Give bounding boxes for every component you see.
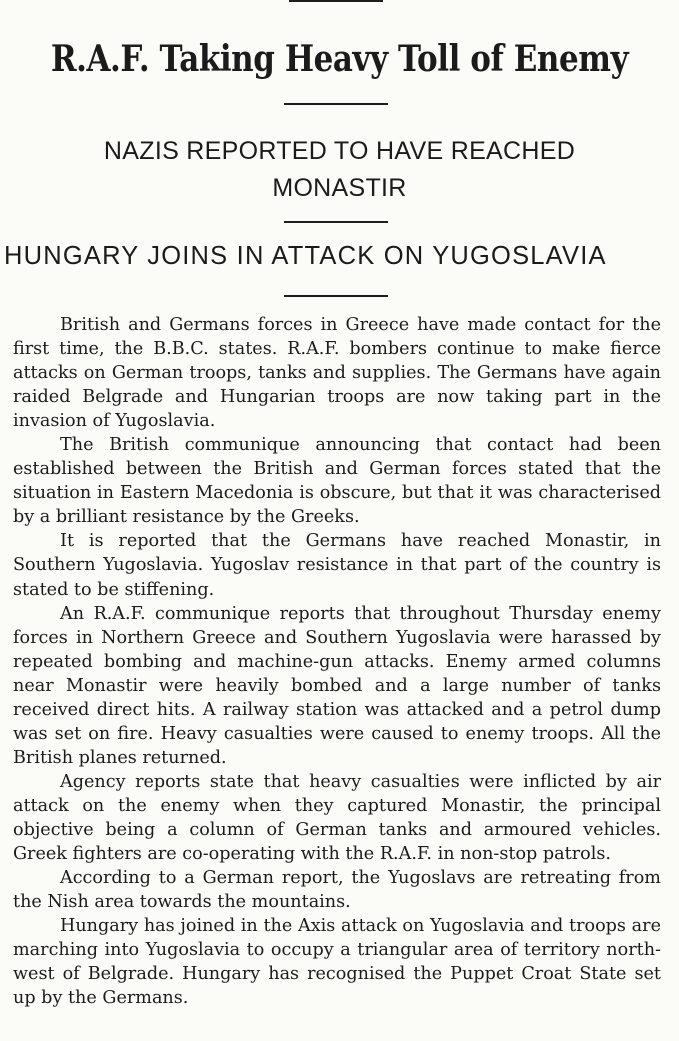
- paragraph: Agency reports state that heavy casualties were inflicted by air attack on the enemy when they captured Monastir, the principal objective being a column of German tanks and armoured vehicles. Greek fighters are co-operating with the R.A.F. in non-stop patrols.: [13, 771, 661, 865]
- top-rule: [289, 0, 383, 2]
- paragraph: It is reported that the Germans have reached Monastir, in Southern Yugoslavia. Yugoslav resistance in that part of the country is stated to be stiffening.: [13, 531, 661, 600]
- subheadline: NAZIS REPORTED TO HAVE REACHED MONASTIR: [103, 137, 576, 202]
- paragraph: Hungary has joined in the Axis attack on Yugoslavia and troops are marching into Yugoslavia to occupy a triangular area of territory north-west of Belgrade. Hungary has recognised the Puppet Croat State set up by the Germans.: [13, 916, 661, 1009]
- subheadline-secondary: HUNGARY JOINS IN ATTACK ON YUGOSLAVIA: [4, 242, 607, 270]
- paragraph: An R.A.F. communique reports that throughout Thursday enemy forces in Northern Greece and Southern Yugoslavia were harassed by repeated bombing and machine-gun attacks. Enemy armed columns near Monastir were heavily bombed and a large number of tanks received direct hits. A railway station was attacked and a petrol dump was set on fire. Heavy casualties were caused to enemy troops. All the British planes returned.: [13, 603, 661, 768]
- paragraph: According to a German report, the Yugoslavs are retreating from the Nish area towards the mountains.: [13, 868, 661, 913]
- article-body: [13, 313, 661, 1010]
- headline-divider: [284, 103, 388, 105]
- paragraph: British and Germans forces in Greece have made contact for the first time, the B.B.C. states. R.A.F. bombers continue to make fierce attacks on German troops, tanks and supplies. The Germans have again raided Belgrade and Hungarian troops are now taking part in the invasion of Yugoslavia.: [13, 315, 661, 432]
- subheadline-divider: [284, 221, 388, 223]
- body-divider: [284, 295, 388, 297]
- headline: R.A.F. Taking Heavy Toll of Enemy: [50, 38, 629, 80]
- paragraph: The British communique announcing that contact had been established between the British and German forces stated that the situation in Eastern Macedonia is obscure, but that it was characterised by a brilliant resistance by the Greeks.: [13, 435, 661, 528]
